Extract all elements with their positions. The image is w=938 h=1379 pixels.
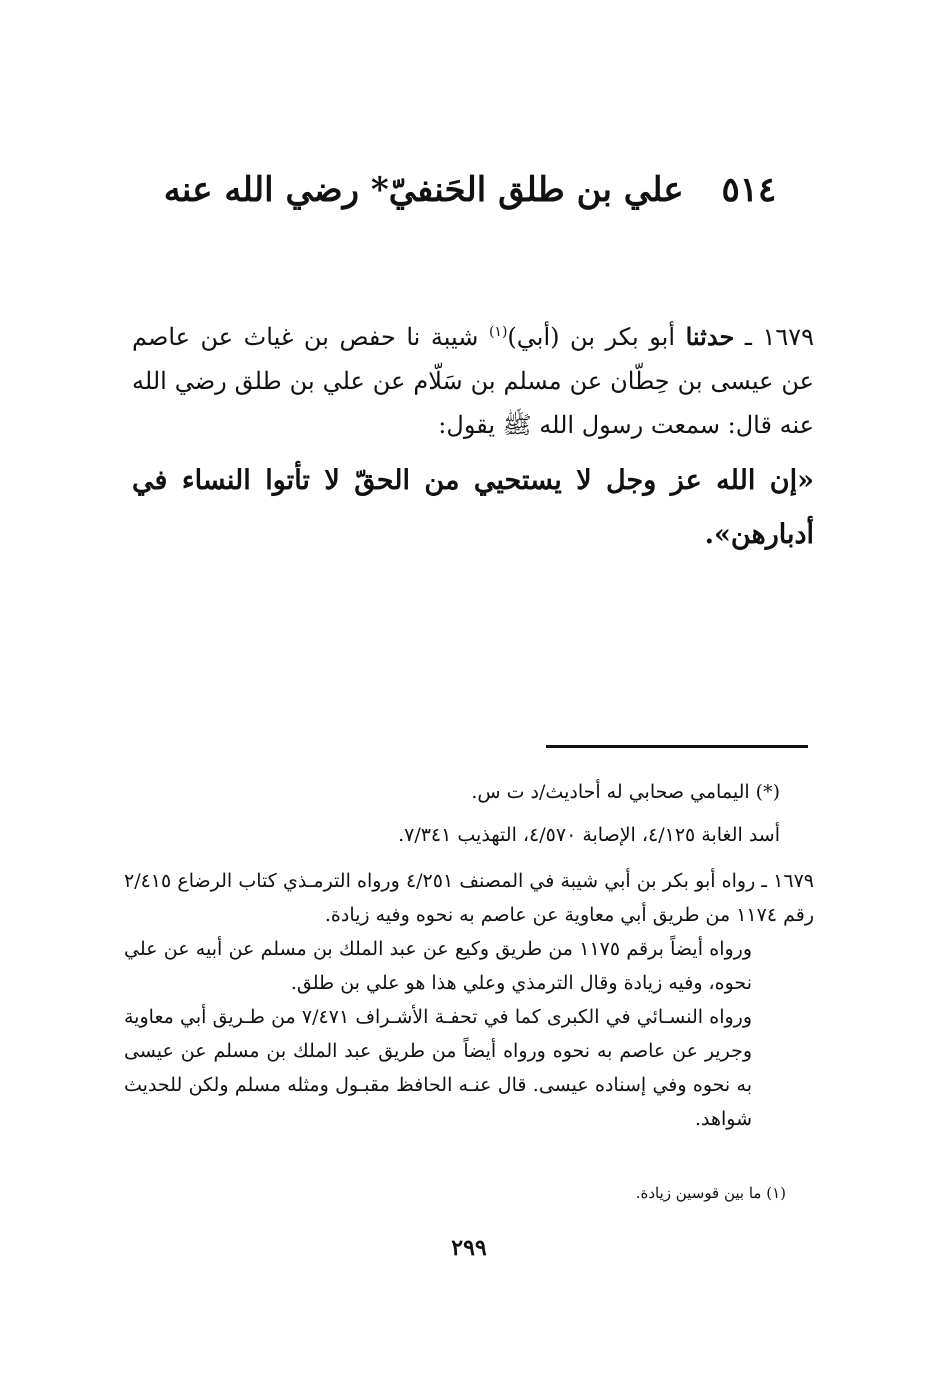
chapter-title: علي بن طلق الحَنفيّ* رضي الله عنه — [163, 170, 684, 210]
footnote-divider — [546, 745, 808, 748]
footnote-sources: أسد الغابة ٤/١٢٥، الإصابة ٤/٥٧٠، التهذيب ٧/٣٤١. — [398, 824, 780, 846]
footnote-marker: (١) — [488, 324, 508, 340]
hadith-isnad — [132, 310, 814, 447]
hadith-dash: ـ — [734, 323, 752, 351]
footnote-biography: (*) اليمامي صحابي له أحاديث/د ت س. — [471, 781, 780, 803]
takhrij-paragraph-1: ١٦٧٩ ـ رواه أبو بكر بن أبي شيبة في المصنف ٤/٢٥١ ورواه الترمـذي كتاب الرضاع ٢/٤١٥ رقم ١١٧٤ من طريق أبي معاوية عن عاصم به نحوه وفيه زيادة. — [124, 870, 814, 926]
isnad-text-1: أبو بكر بن (أبي) — [507, 323, 676, 351]
takhrij-paragraph-2: ورواه أيضاً برقم ١١٧٥ من طريق وكيع عن عبد الملك بن مسلم عن أبيه عن علي نحوه، وفيه زيادة وقال الترمذي وعلي هذا هو علي بن طلق. — [124, 938, 752, 994]
hadith-matn: «إن الله عز وجل لا يستحيي من الحقّ لا تأتوا النساء في أدبارهن». — [132, 465, 814, 550]
hadith-lead-word: حدثنا — [685, 322, 735, 351]
footnote-note: (١) ما بين قوسين زيادة. — [635, 1184, 786, 1202]
isnad-text-2: شيبة نا حفص بن غياث عن عاصم عن عيسى بن حِطّان عن مسلم بن سَلّام عن علي بن طلق رضي الله عنه قال: سمعت رسول الله ﷺ يقول: — [132, 323, 814, 439]
chapter-number: ٥١٤ — [721, 170, 777, 210]
chapter-heading — [150, 168, 790, 212]
footnote-takhrij — [124, 864, 814, 1136]
takhrij-paragraph-3: ورواه النسـائي في الكبرى كما في تحفـة الأشـراف ٧/٤٧١ من طـريق أبي معاوية وجرير عن عاصم به نحوه ورواه أيضاً من طريق عبد الملك بن مسلم عن عيسى به نحوه وفي إسناده عيسى. قال عنـه الحافظ مقبـول ومثله مسلم ولكن للحديث شواهد. — [124, 1006, 752, 1130]
page-number: ٢٩٩ — [451, 1235, 487, 1261]
hadith-number: ١٦٧٩ — [762, 323, 814, 351]
